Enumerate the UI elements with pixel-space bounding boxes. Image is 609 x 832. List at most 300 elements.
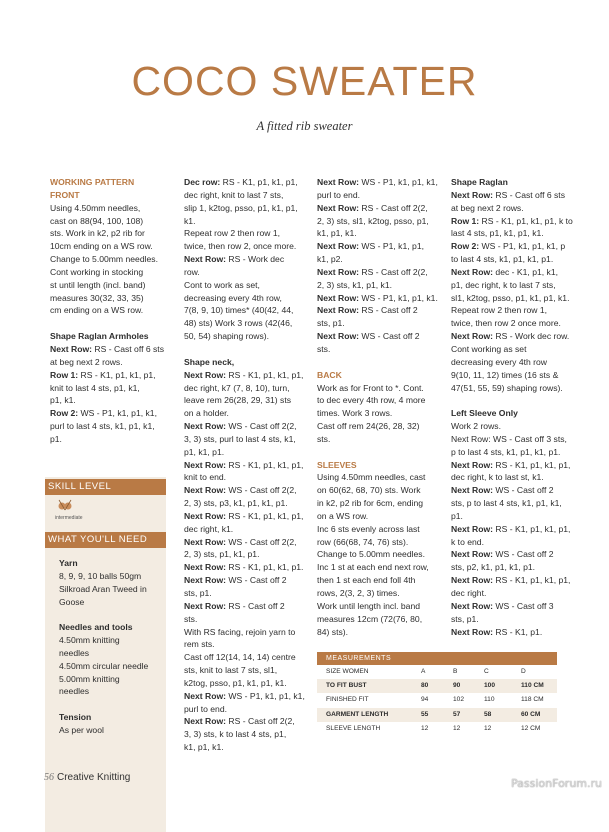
text-line [451, 189, 579, 202]
text-line [451, 343, 579, 356]
text-line [451, 240, 579, 253]
bold-label: Next Row: [451, 331, 494, 342]
instruction-text: 3, 3) sts, k to last 4 sts, p1, [184, 729, 287, 740]
text-line: Next Row: RS - Cast off 6 sts [50, 343, 164, 354]
tension-heading: Tension [59, 712, 92, 723]
text-line [317, 497, 445, 510]
text-line [184, 369, 312, 382]
instruction-text: RS - K1, p1, k1, p1, [226, 459, 304, 470]
instruction-text: purl to end. [317, 189, 360, 200]
bold-label: Next Row: [451, 266, 494, 277]
text-line [451, 292, 579, 305]
instruction-text: twice, then row 2, once more. [184, 241, 297, 252]
bold-label: Next Row: [184, 716, 227, 727]
instruction-text: sts. [317, 433, 331, 444]
page-subtitle: A fitted rib sweater [256, 119, 353, 133]
instruction-text: leave rem 26(28, 29, 31) sts [184, 395, 291, 406]
text-line [451, 600, 579, 613]
bold-label: Dec row: [184, 177, 221, 187]
text-line: p1, k1. [50, 395, 76, 406]
instruction-text: RS - Work dec row. [493, 331, 570, 342]
text-line [317, 215, 445, 228]
table-row: TO FIT BUST 80 90 100 110 CM [317, 679, 557, 693]
text-line: knit to last 4 sts, p1, k1, [50, 382, 140, 393]
bold-label: Next Row: [451, 575, 494, 586]
text-line [317, 382, 445, 395]
instruction-text: Cont to work as set, [184, 279, 260, 290]
yarn-heading: Yarn [59, 558, 78, 568]
text-line [451, 510, 579, 523]
text-line [317, 317, 445, 330]
instruction-text: last 4 sts, p1, k1, p1, k1. [451, 228, 544, 239]
spacer [317, 446, 445, 459]
text-line [184, 548, 312, 561]
instruction-text: WS - Cast off 2 [359, 331, 420, 342]
instruction-text: then 1 st each end foll 4th [317, 575, 416, 586]
instruction-text: WS - Cast off 2 [493, 549, 554, 560]
page-number: 56 [44, 772, 54, 783]
text-line [317, 510, 445, 523]
bold-label: Next Row: [184, 562, 227, 573]
instruction-text: measures 12cm (72(76, 80, [317, 613, 423, 624]
instruction-text: Repeat row 2 then row 1, [451, 305, 548, 316]
text-line [184, 741, 312, 754]
text-line [451, 202, 579, 215]
text-line [317, 523, 445, 536]
bold-label: Next Row: [184, 510, 227, 521]
spacer [317, 356, 445, 369]
instruction-text: RS - Cast off 2 [226, 600, 285, 611]
text-line: 10cm ending on a WS row. [50, 241, 153, 252]
instruction-text: With RS facing, rejoin yarn to [184, 626, 296, 637]
text-line [184, 626, 312, 639]
instruction-text: Cont working as set [451, 343, 527, 354]
instruction-text: WS - Cast off 2 [493, 485, 554, 496]
text-line [451, 433, 579, 446]
text-line [451, 613, 579, 626]
text-line [451, 548, 579, 561]
text-line: at beg next 2 rows. [50, 356, 123, 367]
text-line [451, 574, 579, 587]
instruction-text: RS - K1, p1, k1, p1, [220, 177, 298, 187]
text-line [184, 215, 312, 228]
bold-label: Next Row: [451, 626, 494, 637]
instruction-text: sts, p1. [317, 318, 345, 329]
bold-label: Next Row: [184, 536, 227, 547]
what-you-need-bar: WHAT YOU'LL NEED [45, 532, 166, 548]
text-line [317, 484, 445, 497]
instruction-text: sl1, k2tog, psso, p1, k1, p1, k1. [451, 292, 570, 303]
instruction-text: 9(10, 11, 12) times (16 sts & [451, 369, 559, 380]
instruction-text: dec right, k1. [184, 523, 234, 534]
text-line [317, 548, 445, 561]
instruction-text: sts, p2, k1, p1, k1, p1. [451, 562, 536, 573]
text-line [317, 304, 445, 317]
measurements-title: MEASUREMENTS [317, 652, 557, 665]
text-line [317, 626, 445, 639]
page-footer [44, 772, 130, 783]
instruction-text: k1, p2. [317, 254, 343, 265]
text-line [317, 189, 445, 202]
text-line [317, 330, 445, 343]
subheading: Shape Raglan [451, 177, 508, 187]
text-line [184, 638, 312, 651]
text-line [317, 240, 445, 253]
column-2 [184, 176, 312, 754]
instruction-text: k1, p1, k1. [317, 228, 357, 239]
publication-name: Creative Knitting [57, 772, 131, 783]
subheading: Shape Raglan Armholes [50, 331, 149, 342]
text-line [317, 587, 445, 600]
text-line [184, 715, 312, 728]
instruction-text: knit to end. [184, 472, 227, 483]
text-line [451, 330, 579, 343]
instruction-text: 50, 54) shaping rows). [184, 331, 270, 342]
instruction-text: times. Work 3 rows. [317, 408, 393, 419]
instruction-text: k1. [184, 215, 196, 226]
bold-label: Next Row: [184, 421, 227, 432]
text-line [184, 433, 312, 446]
text-line: cm ending on a WS row. [50, 305, 144, 316]
table-row: GARMENT LENGTH 55 57 58 60 CM [317, 708, 557, 722]
text-line [317, 202, 445, 215]
text-line [184, 227, 312, 240]
text-line [451, 356, 579, 369]
watermark: PassionForum.ru [511, 777, 602, 790]
bold-label: Next Row: [451, 600, 494, 611]
materials-list: Yarn 8, 9, 9, 10 balls 50gm Silkroad Aran Tweed in Goose Needles and tools 4.50mm knitting needles 4.50mm circular needle 5.00mm knitting needles Tension As per wool [59, 558, 149, 735]
column-4 [451, 176, 579, 638]
text-line [184, 728, 312, 741]
measurements-table [317, 652, 557, 736]
instruction-text: Repeat row 2 then row 1, [184, 228, 281, 239]
instruction-text: RS - Cast off 2(2, [226, 716, 295, 727]
text-line [184, 394, 312, 407]
skill-level-bar: SKILL LEVEL [45, 479, 166, 495]
bold-label: Next Row: [317, 241, 360, 252]
instruction-text: 47(51, 55, 59) shaping rows). [451, 382, 563, 393]
text-line [184, 330, 312, 343]
text-line [184, 664, 312, 677]
instruction-text: RS - Cast off 2 [359, 305, 418, 316]
text-line [317, 292, 445, 305]
text-line [317, 600, 445, 613]
instruction-text: RS - K1, p1, k1, p1. [226, 562, 304, 573]
text-line: purl to last 4 sts, k1, p1, k1, [50, 421, 155, 432]
text-line [184, 690, 312, 703]
instruction-text: k to end. [451, 536, 484, 547]
text-line [451, 304, 579, 317]
instruction-text: rows, 2(3, 2, 3) times. [317, 588, 400, 598]
bold-label: Next Row: [184, 575, 227, 586]
text-line [317, 227, 445, 240]
text-line: sts. Work in k2, p2 rib for [50, 228, 145, 239]
instruction-text: RS - Work dec [226, 254, 285, 265]
text-line [451, 587, 579, 600]
yarn-ball-icon [58, 499, 72, 511]
text-line: p1. [50, 433, 62, 444]
instruction-text: on a holder. [184, 408, 229, 419]
text-line: st until length (incl. band) [50, 279, 146, 290]
text-line: Change to 5.00mm needles. [50, 254, 158, 265]
instruction-text: rem sts. [184, 639, 215, 650]
text-line [184, 677, 312, 690]
bold-label: Next Row: [317, 266, 360, 277]
text-line [451, 484, 579, 497]
instruction-text: RS - Cast off 2(2, [359, 266, 428, 277]
text-line [184, 407, 312, 420]
text-line: Using 4.50mm needles, [50, 202, 141, 213]
instruction-text: slip 1, k2tog, psso, p1, k1, p1, [184, 202, 298, 213]
instruction-text: WS - Cast off 2 [226, 575, 287, 586]
instruction-text: WS - P1, k1, p1, k1. [359, 292, 438, 303]
text-line: Row 1: RS - K1, p1, k1, p1, [50, 369, 156, 380]
spacer [451, 394, 579, 407]
instruction-text: dec right, k to last st, k1. [451, 472, 544, 483]
table-row: FINISHED FIT 94 102 110 118 CM [326, 696, 544, 704]
instruction-text: WS - P1, k1, p1, k1, p [479, 241, 566, 252]
instruction-text: k1, p1, k1. [184, 742, 224, 753]
instruction-text: WS - Cast off 2(2, [226, 536, 297, 547]
text-line [184, 536, 312, 549]
text-line [317, 471, 445, 484]
instruction-text: 7(8, 9, 10) times* (40(42, 44, [184, 305, 294, 316]
instruction-text: Inc 1 st at each end next row, [317, 562, 429, 573]
instruction-text: 2, 3) sts, k1, p1, k1. [317, 279, 392, 290]
text-line [451, 420, 579, 433]
text-line [184, 497, 312, 510]
text-line [451, 446, 579, 459]
instruction-text: dec - K1, p1, k1, [493, 266, 558, 277]
page-title: COCO SWEATER [131, 58, 478, 104]
instruction-text: sts. [317, 343, 331, 354]
instruction-text: sts. [184, 613, 198, 624]
text-line [451, 561, 579, 574]
text-line [184, 279, 312, 292]
instruction-text: Work 2 rows. [451, 421, 501, 432]
text-line [317, 407, 445, 420]
instruction-text: in k2, p2 rib for 6cm, ending [317, 498, 424, 509]
instruction-text: on a WS row. [317, 510, 369, 521]
instruction-text: sts, p to last 4 sts, k1, p1, k1, [451, 498, 562, 509]
text-line [451, 536, 579, 549]
section-heading: WORKING PATTERN [50, 177, 135, 187]
text-line [317, 536, 445, 549]
text-line [184, 703, 312, 716]
instruction-text: dec right, knit to last 7 sts, [184, 189, 284, 200]
instruction-text: Next Row: WS - Cast off 3 sts, [451, 433, 567, 444]
instruction-text: 84) sts). [317, 626, 349, 637]
instruction-text: 2, 3) sts, p1, k1, p1. [184, 549, 260, 560]
instruction-text: WS - P1, k1, p1, [359, 241, 424, 252]
instruction-text: RS - K1, p1, k1, p1, [493, 459, 571, 470]
bold-label: Next Row: [317, 292, 360, 303]
instruction-text: sts, p1. [451, 613, 479, 624]
text-line [184, 446, 312, 459]
text-line [184, 484, 312, 497]
table-header-row: SIZE WOMEN A B C D [326, 668, 526, 675]
instruction-text: RS - K1, p1. [493, 626, 543, 637]
text-line [451, 317, 579, 330]
bold-label: Next Row: [451, 523, 494, 534]
instruction-text: row. [184, 266, 200, 277]
text-line [184, 202, 312, 215]
instruction-text: Cast off 12(14, 14, 14) centre [184, 652, 296, 663]
text-line [451, 626, 579, 639]
bold-label: Next Row: [184, 254, 227, 265]
instruction-text: p1, dec right, k to last 7 sts, [451, 279, 556, 290]
subheading: Shape neck, [184, 356, 235, 367]
text-line [317, 176, 445, 189]
text-line [184, 471, 312, 484]
section-heading: BACK [317, 369, 342, 380]
text-line [317, 343, 445, 356]
text-line [184, 561, 312, 574]
instruction-text: WS - Cast off 3 [493, 600, 554, 611]
bold-label: Next Row: [451, 189, 494, 200]
text-line [451, 523, 579, 536]
instruction-text: WS - Cast off 2(2, [226, 485, 297, 496]
column-3 [317, 176, 445, 638]
instruction-text: p1, k1, p1. [184, 446, 225, 457]
text-line: Cont working in stocking [50, 266, 144, 277]
spacer [184, 343, 312, 356]
bold-label: Next Row: [451, 485, 494, 496]
text-line [451, 215, 579, 228]
bold-label: Row 1: [451, 215, 480, 226]
text-line [184, 317, 312, 330]
instruction-text: 2, 3) sts, sl1, k2tog, psso, p1, [317, 215, 429, 226]
bold-label: Next Row: [317, 202, 360, 213]
text-line [451, 382, 579, 395]
bold-label: Next Row: [451, 459, 494, 470]
instruction-text: dec right. [451, 588, 487, 598]
bold-label: Next Row: [184, 459, 227, 470]
text-line: Row 2: WS - P1, k1, p1, k1, [50, 408, 157, 419]
text-line [451, 471, 579, 484]
bold-label: Next Row: [451, 549, 494, 560]
text-line [184, 240, 312, 253]
text-line [451, 279, 579, 292]
text-line [184, 523, 312, 536]
text-line [317, 266, 445, 279]
text-line [184, 189, 312, 202]
instruction-text: twice, then row 2 once more. [451, 318, 561, 329]
text-line [451, 369, 579, 382]
text-line [317, 433, 445, 446]
instruction-text: row (66(68, 74, 76) sts). [317, 536, 409, 547]
instruction-text: Change to 5.00mm needles. [317, 549, 425, 560]
text-line [317, 574, 445, 587]
bold-label: Next Row: [184, 600, 227, 611]
instruction-text: p1. [451, 510, 463, 521]
instruction-text: RS - K1, p1, k1, p1, [493, 523, 571, 534]
instruction-text: Work as for Front to *. Cont. [317, 382, 424, 393]
text-line [184, 510, 312, 523]
instruction-text: RS - K1, p1, k1, p1, k to [479, 215, 573, 226]
instruction-text: to last 4 sts, k1, p1, k1, p1. [451, 254, 554, 265]
text-line [451, 266, 579, 279]
instruction-text: RS - Cast off 6 sts [493, 189, 565, 200]
instruction-text: decreasing every 4th row, [184, 292, 282, 303]
section-heading: SLEEVES [317, 459, 357, 470]
bold-label: Next Row: [184, 690, 227, 701]
text-line [184, 420, 312, 433]
skill-level-value: intermediate [55, 515, 83, 521]
text-line [317, 561, 445, 574]
text-line [184, 253, 312, 266]
instruction-text: Work until length incl. band [317, 600, 421, 611]
instruction-text: Inc 6 sts evenly across last [317, 523, 420, 534]
text-line [184, 176, 312, 189]
instruction-text: WS - Cast off 2(2, [226, 421, 297, 432]
text-line: measures 30(32, 33, 35) [50, 292, 144, 303]
column-1 [50, 176, 175, 446]
instruction-text: p to last 4 sts, k1, p1, k1, p1. [451, 446, 561, 457]
instruction-text: purl to end. [184, 703, 227, 714]
instruction-text: 3, 3) sts, purl to last 4 sts, k1, [184, 433, 296, 444]
text-line [184, 304, 312, 317]
bold-label: Next Row: [317, 177, 360, 187]
instruction-text: decreasing every 4th row [451, 356, 548, 367]
bold-label: Next Row: [184, 369, 227, 380]
subheading: Left Sleeve Only [451, 408, 518, 419]
instruction-text: RS - K1, p1, k1, p1, [493, 575, 571, 586]
instruction-text: RS - K1, p1, k1, p1, [226, 369, 304, 380]
instruction-text: on 60(62, 68, 70) sts. Work [317, 485, 421, 496]
instruction-text: Cast off rem 24(26, 28, 32) [317, 421, 420, 432]
bold-label: Next Row: [184, 485, 227, 496]
text-line [451, 227, 579, 240]
text-line [317, 613, 445, 626]
text-line [317, 394, 445, 407]
text-line [184, 459, 312, 472]
instruction-text: WS - P1, k1, p1, k1, [226, 690, 305, 701]
instruction-text: sts, p1. [184, 588, 212, 598]
instruction-text: to dec every 4th row, 4 more [317, 395, 426, 406]
instruction-text: Using 4.50mm needles, cast [317, 472, 426, 483]
instruction-text: k2tog, psso, p1, k1, p1, k1. [184, 677, 287, 688]
table-row: SLEEVE LENGTH 12 12 12 12 CM [326, 724, 541, 732]
instruction-text: RS - K1, p1, k1, p1, [226, 510, 304, 521]
text-line [184, 600, 312, 613]
bold-label: Next Row: [317, 331, 360, 342]
text-line [184, 292, 312, 305]
instruction-text: WS - P1, k1, p1, k1, [359, 177, 438, 187]
text-line [184, 613, 312, 626]
text-line [317, 253, 445, 266]
text-line [451, 459, 579, 472]
text-line: cast on 88(94, 100, 108) [50, 215, 144, 226]
text-line [451, 253, 579, 266]
text-line [184, 587, 312, 600]
text-line [317, 420, 445, 433]
instruction-text: RS - Cast off 2(2, [359, 202, 428, 213]
text-line [184, 574, 312, 587]
text-line [317, 279, 445, 292]
instruction-text: at beg next 2 rows. [451, 202, 524, 213]
instruction-text: 48) sts) Work 3 rows (42(46, [184, 318, 293, 329]
instruction-text: sts, knit to last 7 sts, sl1, [184, 665, 278, 676]
text-line [451, 497, 579, 510]
text-line [184, 266, 312, 279]
text-line [184, 651, 312, 664]
bold-label: Row 2: [451, 241, 480, 252]
needles-heading: Needles and tools [59, 622, 133, 633]
bold-label: Next Row: [317, 305, 360, 316]
text-line [184, 382, 312, 395]
section-heading: FRONT [50, 189, 80, 200]
